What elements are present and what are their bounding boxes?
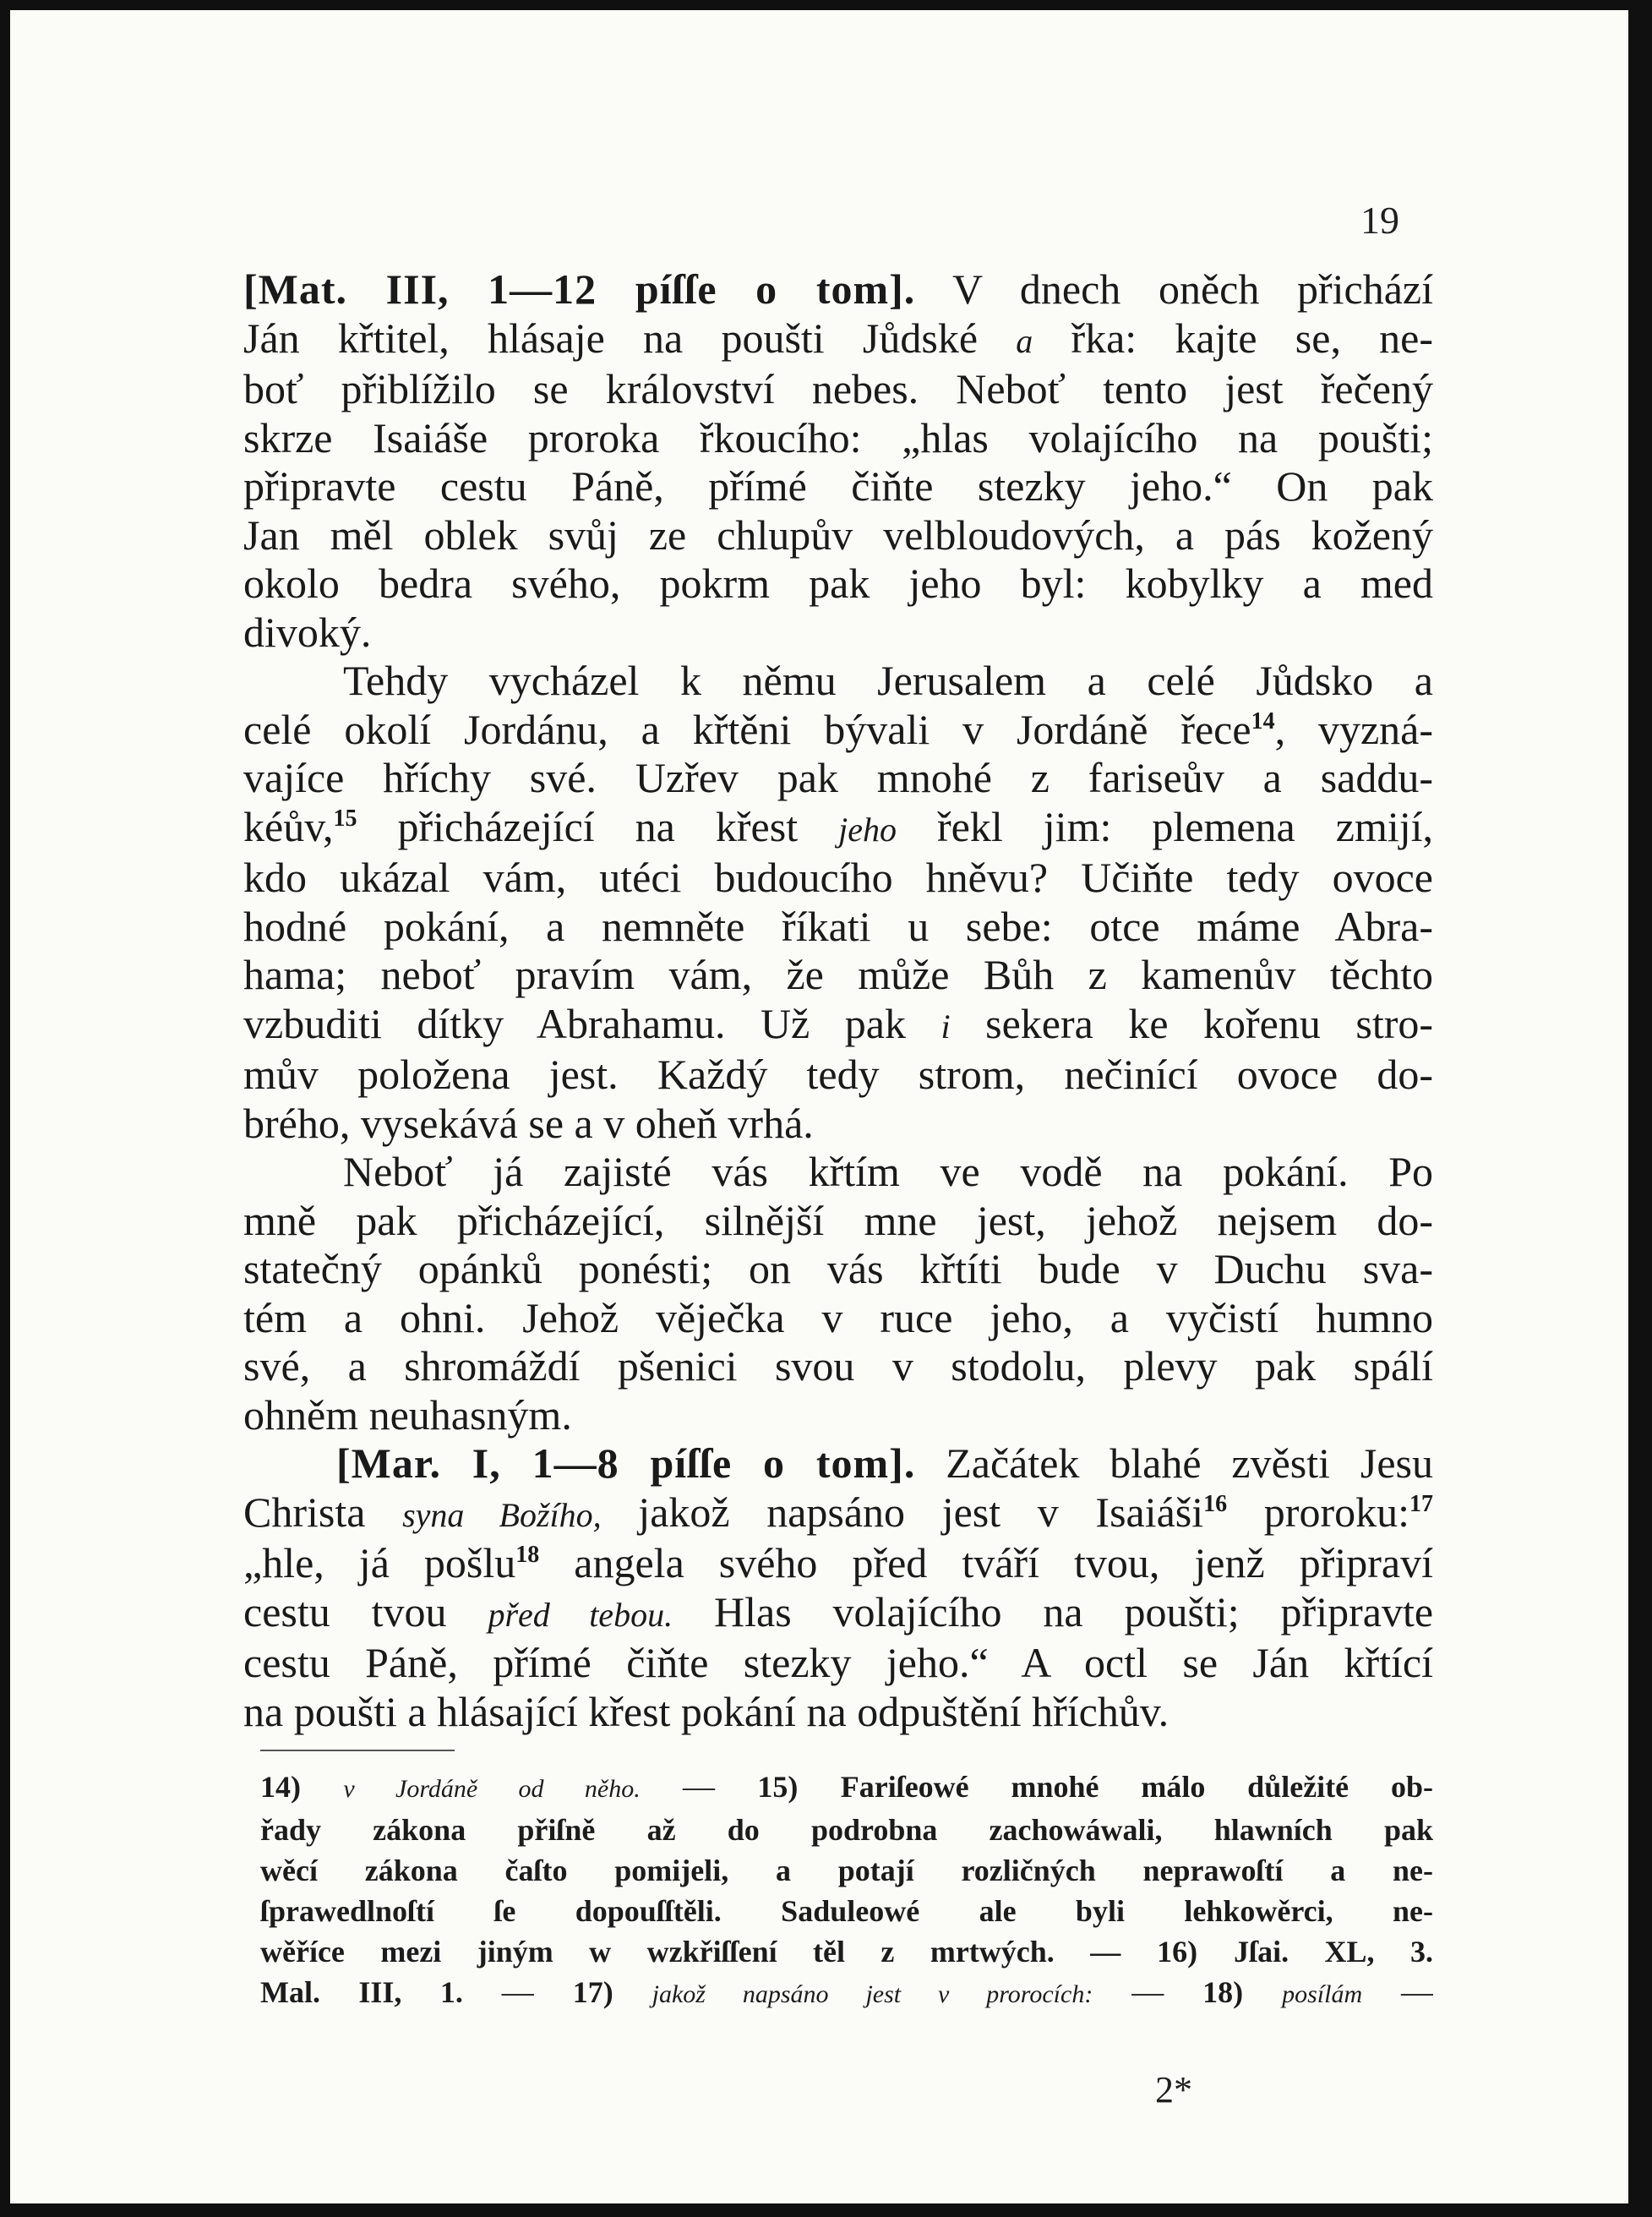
footnote-line: Mal. III, 1. — 17) jakož napsáno jest v prorocích: — 18) posílám — bbox=[260, 1974, 1433, 2010]
text-line: cestu Páně, přímé čiňte stezky jeho.“ A octl se Ján křtící bbox=[243, 1639, 1433, 1686]
signature-mark: 2* bbox=[1155, 2069, 1192, 2111]
footnote-line: ſprawedlnoſtí ſe dopouſſtěli. Saduleowé ale byli lehkowěrci, ne- bbox=[260, 1894, 1433, 1928]
text-line: kéův,$^{15}$ přicházející na křest jeho řekl jim: plemena zmijí, bbox=[243, 802, 1433, 850]
text-line: na poušti a hlásající křest pokání na odpuštění hříchův. bbox=[243, 1687, 1169, 1735]
text-line: Tehdy vycházel k němu Jerusalem a celé Jůdsko a bbox=[343, 657, 1433, 704]
text-line: vajíce hříchy své. Uzřev pak mnohé z fariseův a saddu- bbox=[243, 754, 1433, 801]
text-line: mův položena jest. Každý tedy strom, nečinící ovoce do- bbox=[243, 1051, 1433, 1098]
text-line: okolo bedra svého, pokrm pak jeho byl: kobylky a med bbox=[243, 560, 1433, 607]
text-line: divoký. bbox=[243, 608, 372, 656]
scripture-reference: [Mar. I, 1—8 píſſe o tom]. bbox=[336, 1439, 916, 1487]
text-line: [Mar. I, 1—8 píſſe o tom]. Začátek blahé zvěsti Jesu bbox=[336, 1439, 1433, 1487]
text-line: statečný opánků ponésti; on vás křtíti bude v Duchu sva- bbox=[243, 1245, 1433, 1292]
scripture-reference: [Mat. III, 1—12 píſſe o tom]. bbox=[243, 265, 916, 313]
text-line: mně pak přicházející, silnější mne jest, jehož nejsem do- bbox=[243, 1196, 1433, 1244]
text-line: Jan měl oblek svůj ze chlupův velbloudových, a pás kožený bbox=[243, 511, 1433, 559]
text-line: cestu tvou před tebou. Hlas volajícího na poušti; připravte bbox=[243, 1587, 1433, 1635]
text-line: ohněm neuhasným. bbox=[243, 1390, 572, 1439]
footnote-marker: 16 bbox=[1203, 1490, 1228, 1517]
footnote-line: wěříce mezi jiným w wzkřiſſení těl z mrtwých. — 16) Jſai. XL, 3. bbox=[260, 1935, 1433, 1969]
footnotes bbox=[260, 1767, 1433, 2015]
text-line: tém a ohni. Jehož věječka v ruce jeho, a vyčistí humno bbox=[243, 1293, 1433, 1341]
footnote-marker: 14 bbox=[1251, 707, 1275, 734]
footnote-line: řady zákona přiſně až do podrobna zachowáwali, hlawních pak bbox=[260, 1813, 1433, 1847]
text-line: brého, vysekává se a v oheň vrhá. bbox=[243, 1099, 814, 1147]
text-line: vzbuditi dítky Abrahamu. Už pak i sekera ke kořenu stro- bbox=[243, 999, 1433, 1047]
footnote-line: 14) v Jordáně od něho. — 15) Fariſeowé mnohé málo důležité ob- bbox=[260, 1769, 1433, 1805]
text-line: [Mat. III, 1—12 píſſe o tom]. V dnech oněch přichází bbox=[243, 265, 1433, 313]
text-line: celé okolí Jordánu, a křtěni bývali v Jordáně řece$^{14}$, vyzná- bbox=[243, 705, 1433, 753]
footnote-marker: 15 bbox=[333, 805, 357, 832]
footnote-separator bbox=[260, 1750, 455, 1751]
text-line: své, a shromáždí pšenici svou v stodolu, plevy pak spálí bbox=[243, 1342, 1433, 1390]
main-text bbox=[243, 265, 1433, 1736]
text-line: Ján křtitel, hlásaje na poušti Jůdské a řka: kajte se, ne- bbox=[243, 314, 1433, 362]
text-line: Christa syna Božího, jakož napsáno jest v Isaiáši$^{16}$ proroku:$^{17}$ bbox=[243, 1488, 1433, 1536]
text-line: hama; neboť pravím vám, že může Bůh z kamenův těchto bbox=[243, 951, 1433, 998]
footnote-line: wěcí zákona čaſto pomijeli, a potají rozličných neprawoſtí a ne- bbox=[260, 1854, 1433, 1887]
page-number: 19 bbox=[1360, 199, 1399, 242]
footnote-marker: 18 bbox=[515, 1542, 540, 1568]
text-line: „hle, já pošlu$^{18}$ angela svého před tváří tvou, jenž připraví bbox=[243, 1539, 1433, 1586]
text-line: kdo ukázal vám, utéci budoucího hněvu? Učiňte tedy ovoce bbox=[243, 854, 1433, 901]
text-line: skrze Isaiáše proroka řkoucího: „hlas volajícího na poušti; bbox=[243, 413, 1433, 461]
footnote-marker: 17 bbox=[1409, 1490, 1433, 1517]
text-line: boť přiblížilo se království nebes. Neboť tento jest řečený bbox=[243, 365, 1433, 412]
text-line: Neboť já zajisté vás křtím ve vodě na pokání. Po bbox=[343, 1148, 1433, 1195]
book-page bbox=[10, 10, 1628, 2203]
text-line: hodné pokání, a nemněte říkati u sebe: otce máme Abra- bbox=[243, 902, 1433, 950]
text-line: připravte cestu Páně, přímé čiňte stezky jeho.“ On pak bbox=[243, 462, 1433, 510]
